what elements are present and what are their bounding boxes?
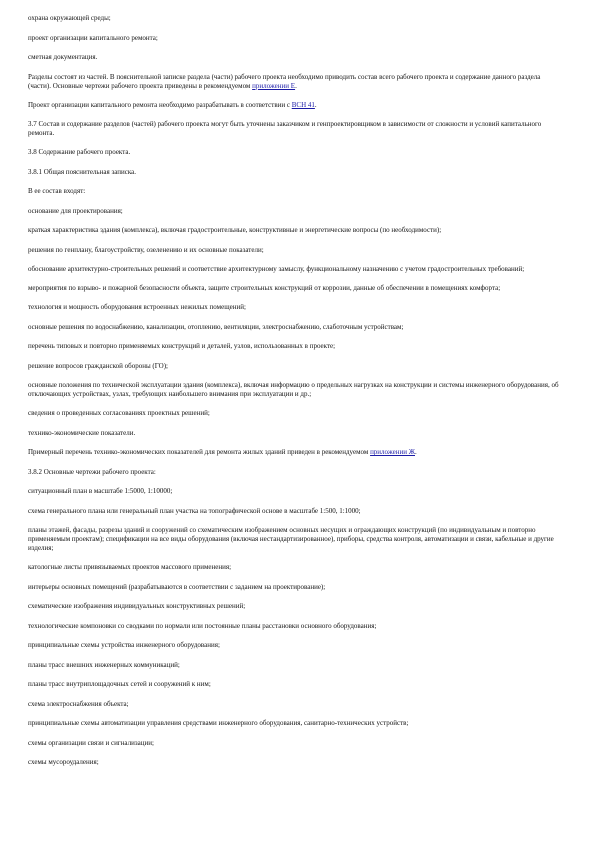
- list-item: технико-экономические показатели.: [28, 428, 136, 437]
- paragraph: Разделы состоят из частей. В пояснительной записке раздела (части) рабочего проекта необходимо приводить состав всего рабочего проекта и содержание данного раздела (части). Основные чертежи рабочего проекта приведены в рекомендуемом приложении Е.: [28, 72, 541, 90]
- list-item: принципиальные схемы устройства инженерного оборудования;: [28, 641, 220, 649]
- list-item: основные решения по водоснабжению, канализации, отоплению, вентиляции, электроснабжению, слаботочным устройствам;: [28, 322, 404, 331]
- paragraph: охрана окружающей среды;: [28, 14, 111, 22]
- list-item: обоснование архитектурно-строительных решений и соответствие архитектурному замыслу, функциональному назначению с учетом градостроительных требований;: [28, 265, 525, 273]
- list-item: перечень типовых и повторно применяемых конструкций и деталей, узлов, использованных в проекте;: [28, 342, 336, 350]
- list-item: катологные листы привязываемых проектов массового применения;: [28, 563, 232, 571]
- list-item: схема электроснабжения объекта;: [28, 699, 129, 708]
- subsection-heading: 3.8.2 Основные чертежи рабочего проекта:: [28, 467, 156, 476]
- list-item: решения по генплану, благоустройству, озеленению и их основные показатели;: [28, 245, 264, 254]
- paragraph: Проект организации капитального ремонта необходимо разрабатывать в соответствии с ВСН 41.: [28, 100, 317, 109]
- section-heading: 3.8 Содержание рабочего проекта.: [28, 148, 131, 156]
- list-item: планы трасс внешних инженерных коммуникаций;: [28, 660, 180, 669]
- paragraph: сметная документация.: [28, 53, 98, 61]
- list-item: планы этажей, фасады, разрезы зданий и сооружений со схематическим изображением основных несущих и ограждающих конструкций (по индивидуальным и повторно применяемым проектам); спецификации на все виды оборудования (включая нестандартизированное), приборы, средства контроля, автоматизации и связи, кабельные и другие изделия;: [28, 526, 554, 552]
- link-appendix-zh[interactable]: приложении Ж: [370, 448, 415, 456]
- document-page: [28, 14, 564, 778]
- list-item: основание для проектирования;: [28, 206, 123, 215]
- paragraph: 3.7 Состав и содержание разделов (частей) рабочего проекта могут быть уточнены заказчиком и генпроектировщиком в зависимости от сложности и условий капитального ремонта.: [28, 120, 542, 137]
- list-item: технология и мощность оборудования встроенных нежилых помещений;: [28, 303, 246, 311]
- list-item: сведения о проведенных согласованиях проектных решений;: [28, 409, 210, 417]
- list-item: решение вопросов гражданской обороны (ГО);: [28, 361, 168, 370]
- paragraph: Примерный перечень технико-экономических показателей для ремонта жилых зданий приведен в рекомендуемом приложении Ж.: [28, 448, 417, 456]
- paragraph: В ее состав входят:: [28, 187, 86, 195]
- list-item: ситуационный план в масштабе 1:5000, 1:10000;: [28, 487, 173, 495]
- list-item: схема генерального плана или генеральный план участка на топографической основе в масштабе 1:500, 1:1000;: [28, 506, 361, 515]
- link-vsn-41[interactable]: ВСН 41: [291, 100, 315, 109]
- list-item: основные положения по технической эксплуатации здания (комплекса), включая информацию о предельных нагрузках на конструкции и системы инженерного оборудования, об отключающих устройствах, узлах, требующих наибольшего внимания при эксплуатации и др.;: [28, 381, 559, 398]
- list-item: интерьеры основных помещений (разрабатываются в соответствии с заданием на проектирование);: [28, 582, 326, 591]
- paragraph: проект организации капитального ремонта;: [28, 33, 158, 42]
- list-item: схемы мусороудаления;: [28, 758, 99, 766]
- list-item: схематические изображения индивидуальных конструктивных решений;: [28, 602, 246, 610]
- list-item: принципиальные схемы автоматизации управления средствами инженерного оборудования, санитарно-технических устройств;: [28, 719, 409, 727]
- list-item: планы трасс внутриплощадочных сетей и сооружений к ним;: [28, 680, 211, 688]
- list-item: схемы организации связи и сигнализации;: [28, 738, 154, 747]
- list-item: технологические компоновки со сводками по нормали или постоянные планы расстановки основного оборудования;: [28, 621, 377, 630]
- subsection-heading: 3.8.1 Общая пояснительная записка.: [28, 167, 136, 176]
- list-item: краткая характеристика здания (комплекса), включая градостроительные, конструктивные и энергетические вопросы (по необходимости);: [28, 226, 442, 234]
- list-item: мероприятия по взрыво- и пожарной безопасности объекта, защите строительных конструкций от коррозии, данные об обеспечении в помещениях комфорта;: [28, 284, 501, 292]
- link-appendix-e[interactable]: приложении Е: [252, 81, 296, 90]
